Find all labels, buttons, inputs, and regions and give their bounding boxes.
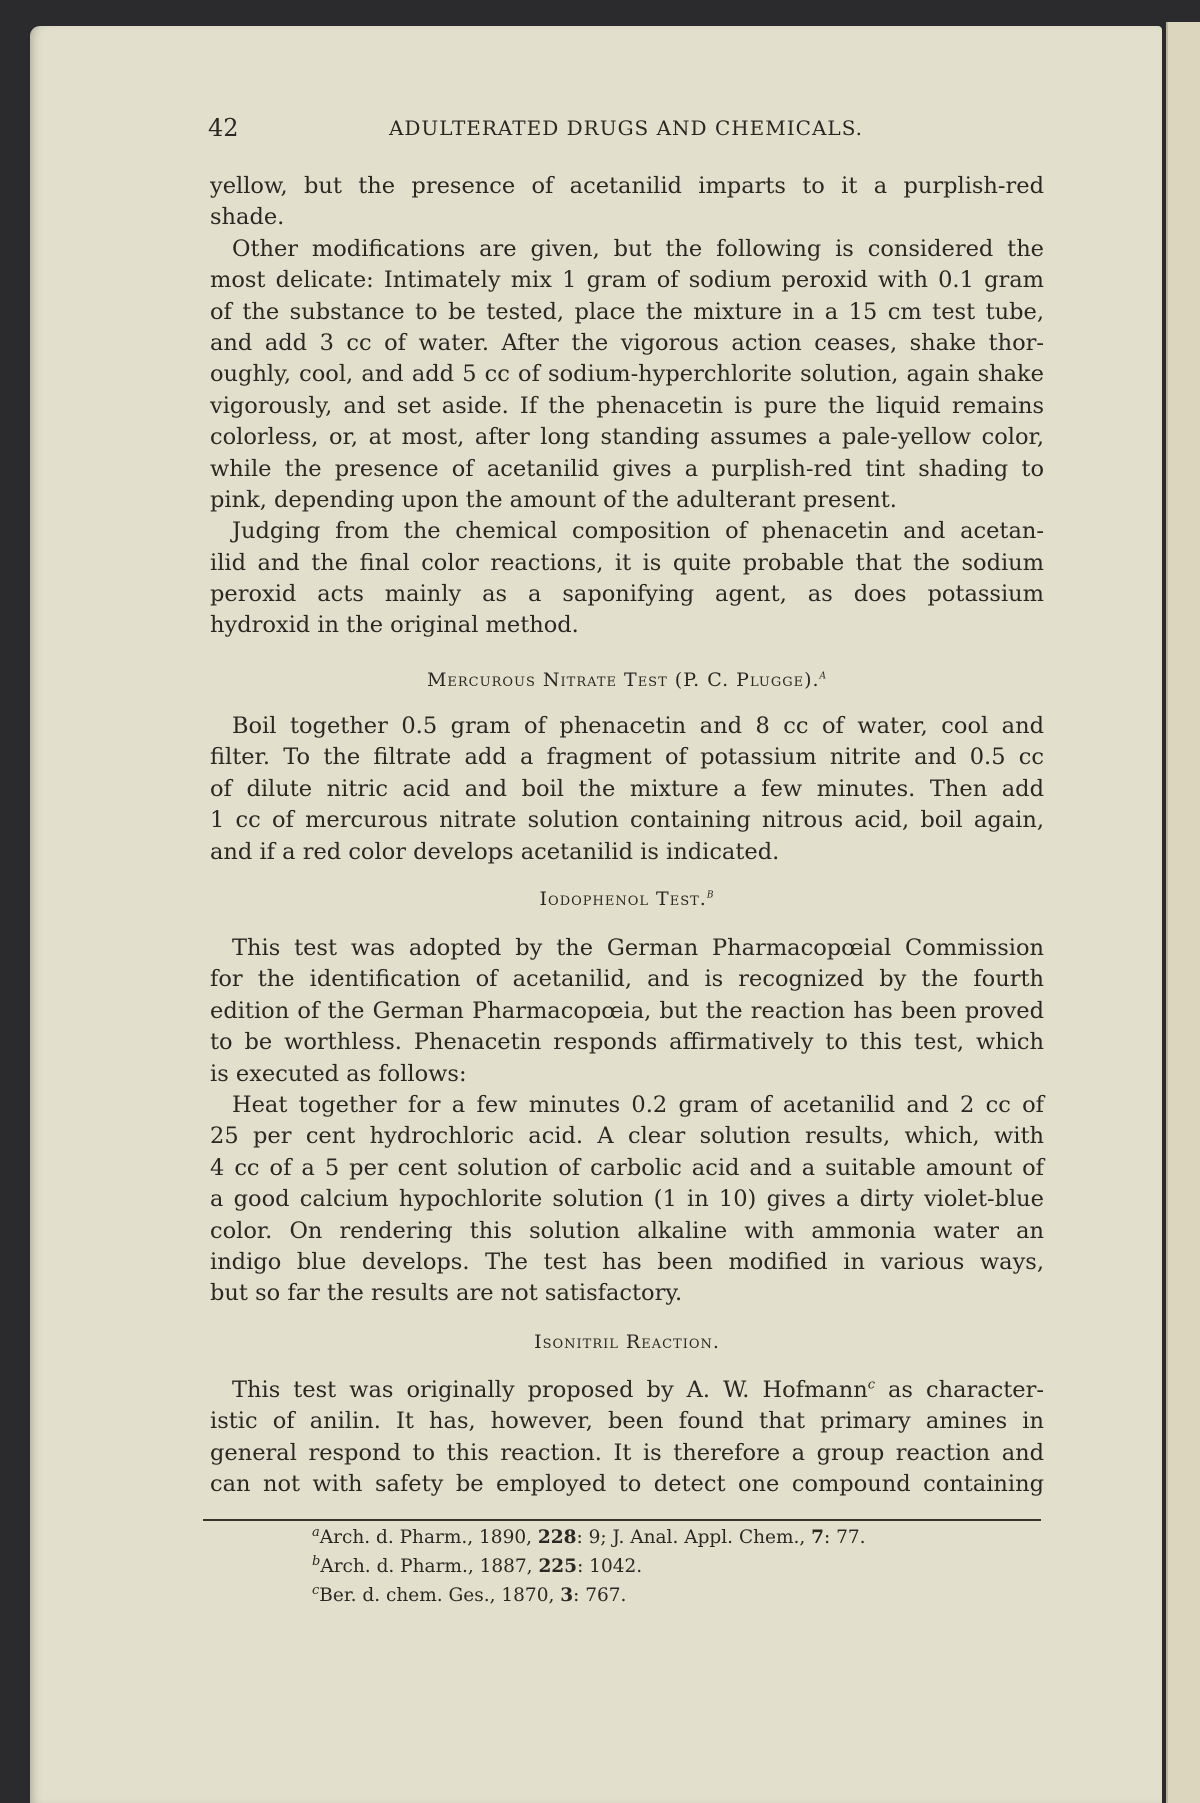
text-line: a good calcium hypochlorite solution (1 in 10) gives a dirty violet-blue [210,1186,1044,1213]
text-line: most delicate: Intimately mix 1 gram of sodium peroxid with 0.1 gram [210,267,1044,294]
footnote-text: : 9; J. Anal. Appl. Chem., [576,1527,812,1548]
text-line: but so far the results are not satisfactory. [210,1280,683,1307]
text-line: colorless, or, at most, after long standing assumes a pale-yellow color, [210,424,1044,451]
footnote [312,1552,866,1581]
heading-text: Mercurous Nitrate Test (P. C. Plugge). [426,669,820,691]
text-line: is executed as follows: [210,1060,467,1087]
text-line: peroxid acts mainly as a saponifying agent, as does potassium [210,581,1044,608]
text-line: istic of anilin. It has, however, been found that primary amines in [210,1408,1044,1435]
footnote-text: Arch. d. Pharm., 1887, [320,1556,539,1577]
text-line: of the substance to be tested, place the mixture in a 15 cm test tube, [210,298,1044,325]
footnote-mark: c [312,1582,320,1598]
heading-text: Iodophenol Test. [539,888,707,910]
text-line: to be worthless. Phenacetin responds affirmatively to this test, which [210,1029,1044,1056]
text-line: This test was adopted by the German Pharmacopœial Commission [232,935,1044,961]
text-line: 1 cc of mercurous nitrate solution containing nitrous acid, boil again, [210,807,1044,834]
next-page-edge [1166,22,1200,1803]
footnote [312,1523,866,1552]
footnote-text: : 1042. [577,1556,643,1577]
footnote-reference: b [706,886,715,902]
text-segment: This test was originally proposed by A. W. Hofmann [232,1377,868,1403]
text-line: Other modifications are given, but the following is considered the [232,235,1044,262]
footnotes [312,1523,866,1610]
footnote-rule [203,1519,1041,1521]
section-heading [210,888,1044,910]
text-line: edition of the German Pharmacopœia, but the reaction has been proved [210,997,1044,1024]
page-number: 42 [208,114,239,142]
footnote-text: : 77. [824,1527,866,1548]
text-block [210,1375,1044,1501]
text-line: and if a red color develops acetanilid is indicated. [210,838,780,865]
text-line: of dilute nitric acid and boil the mixture a few minutes. Then add [210,775,1044,802]
text-line: hydroxid in the original method. [210,612,579,639]
text-line: ilid and the final color reactions, it is quite probable that the sodium [210,549,1044,576]
text-line: vigorously, and set aside. If the phenacetin is pure the liquid remains [210,392,1044,419]
text-line: general respond to this reaction. It is therefore a group reaction and [210,1439,1044,1466]
footnote-mark: a [312,1524,320,1540]
text-line: for the identification of acetanilid, and is recognized by the fourth [210,966,1044,993]
footnote-mark: b [312,1553,321,1569]
footnote-volume: 228 [537,1527,577,1548]
footnote-text: Ber. d. chem. Ges., 1870, [319,1585,561,1606]
text-line: indigo blue develops. The test has been modified in various ways, [210,1248,1044,1275]
text-line: 4 cc of a 5 per cent solution of carbolic acid and a suitable amount of [210,1154,1044,1181]
footnote-volume: 3 [560,1585,574,1606]
text-line: oughly, cool, and add 5 cc of sodium-hyperchlorite solution, again shake [210,361,1044,388]
text-line: Heat together for a few minutes 0.2 gram of acetanilid and 2 cc of [232,1091,1044,1118]
footnote-reference: c [867,1377,875,1393]
footnote [312,1581,866,1610]
text-line: pink, depending upon the amount of the adulterant present. [210,486,897,513]
page-header [208,114,1044,146]
text-line: can not with safety be employed to detect one compound containing [210,1471,1044,1498]
footnote-volume: 225 [538,1556,578,1577]
running-title: ADULTERATED DRUGS AND CHEMICALS. [388,116,864,140]
text-line: Judging from the chemical composition of phenacetin and acetan- [232,518,1044,545]
text-block [210,711,1044,868]
text-line: and add 3 cc of water. After the vigorous action ceases, shake thor- [210,329,1044,356]
section-heading [210,669,1044,691]
text-line [210,1375,1044,1406]
section-heading [210,1331,1044,1353]
footnote-volume: 7 [811,1527,825,1548]
text-block [210,171,1044,642]
heading-text: Isonitril Reaction. [534,1331,720,1353]
text-line: shade. [210,204,285,231]
footnote-text: Arch. d. Pharm., 1890, [319,1527,538,1548]
text-line: 25 per cent hydrochloric acid. A clear solution results, which, with [210,1123,1044,1150]
footnote-text: : 767. [573,1585,627,1606]
text-line: color. On rendering this solution alkaline with ammonia water an [210,1217,1044,1244]
footnote-reference: a [819,667,828,683]
text-line: yellow, but the presence of acetanilid imparts to it a purplish-red [210,173,1044,199]
text-line: Boil together 0.5 gram of phenacetin and 8 cc of water, cool and [232,713,1044,739]
text-line: filter. To the filtrate add a fragment of potassium nitrite and 0.5 cc [210,744,1044,771]
text-segment: as character- [874,1377,1044,1403]
text-block [210,933,1044,1310]
text-line: while the presence of acetanilid gives a purplish-red tint shading to [210,455,1044,482]
